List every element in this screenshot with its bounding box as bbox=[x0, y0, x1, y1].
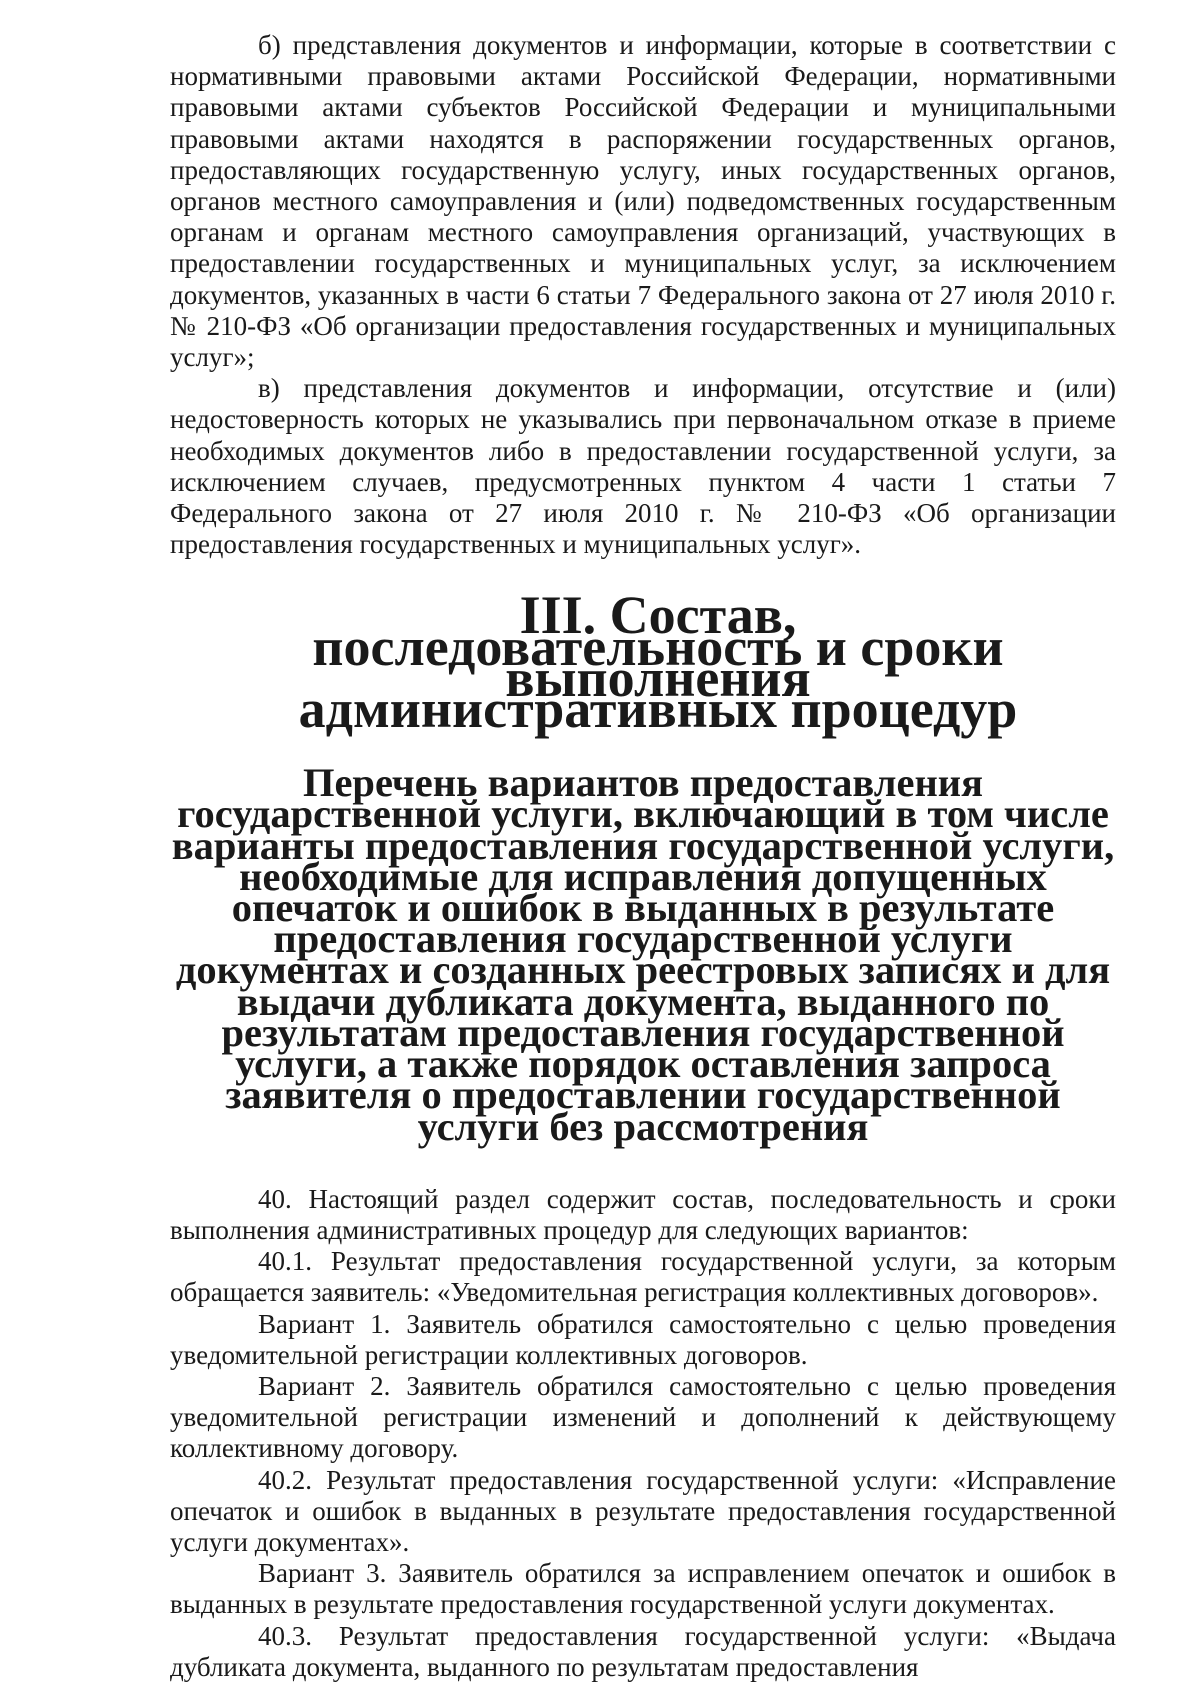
paragraph-40-1: 40.1. Результат предоставления государственной услуги, за которым обращается заявитель: «Уведомительная регистрация коллективных договоров». bbox=[170, 1246, 1116, 1308]
section-heading: III. Состав, последовательность и сроки выполнения административных процедур bbox=[298, 585, 1018, 740]
paragraph-b: б) представления документов и информации, которые в соответствии с нормативными правовыми актами Российской Федерации, нормативными правовыми актами субъектов Российской Федерации и муниципальными правовыми актами находятся в распоряжении государственных органов, предоставляющих государственную услугу, иных государственных органов, органов местного самоуправления и (или) подведомственных государственным органам и органам местного самоуправления организаций, участвующих в предоставлении государственных и муниципальных услуг, за исключением документов, указанных в части 6 статьи 7 Федерального закона от 27 июля 2010 г. № 210-ФЗ «Об организации предоставления государственных и муниципальных услуг»; bbox=[170, 30, 1116, 373]
document-page bbox=[170, 30, 1116, 1683]
paragraph-v: в) представления документов и информации, отсутствие и (или) недостоверность которых не указывались при первоначальном отказе в приеме необходимых документов либо в предоставлении государственной услуги, за исключением случаев, предусмотренных пунктом 4 части 1 статьи 7 Федерального закона от 27 июля 2010 г. № 210-ФЗ «Об организации предоставления государственных и муниципальных услуг». bbox=[170, 373, 1116, 560]
paragraph-40: 40. Настоящий раздел содержит состав, последовательность и сроки выполнения административных процедур для следующих вариантов: bbox=[170, 1183, 1116, 1245]
paragraph-variant-3: Вариант 3. Заявитель обратился за исправлением опечаток и ошибок в выданных в результате предоставления государственной услуги документах. bbox=[170, 1558, 1116, 1620]
subsection-heading: Перечень вариантов предоставления государственной услуги, включающий в том числе варианты предоставления государственной услуги, необходимые для исправления допущенных опечаток и ошибок в выданных в результате предоставления государственной услуги документах и созданных реестровых записях и для выдачи дубликата документа, выданного по результатам предоставления государственной услуги, а также порядок оставления запроса заявителя о предоставлении государственной услуги без рассмотрения bbox=[171, 760, 1115, 1149]
paragraph-40-3: 40.3. Результат предоставления государственной услуги: «Выдача дубликата документа, выданного по результатам предоставления bbox=[170, 1620, 1116, 1682]
paragraph-variant-2: Вариант 2. Заявитель обратился самостоятельно с целью проведения уведомительной регистрации изменений и дополнений к действующему коллективному договору. bbox=[170, 1370, 1116, 1464]
paragraph-40-2: 40.2. Результат предоставления государственной услуги: «Исправление опечаток и ошибок в выданных в результате предоставления государственной услуги документах». bbox=[170, 1464, 1116, 1557]
paragraph-variant-1: Вариант 1. Заявитель обратился самостоятельно с целью проведения уведомительной регистрации коллективных договоров. bbox=[170, 1308, 1116, 1370]
